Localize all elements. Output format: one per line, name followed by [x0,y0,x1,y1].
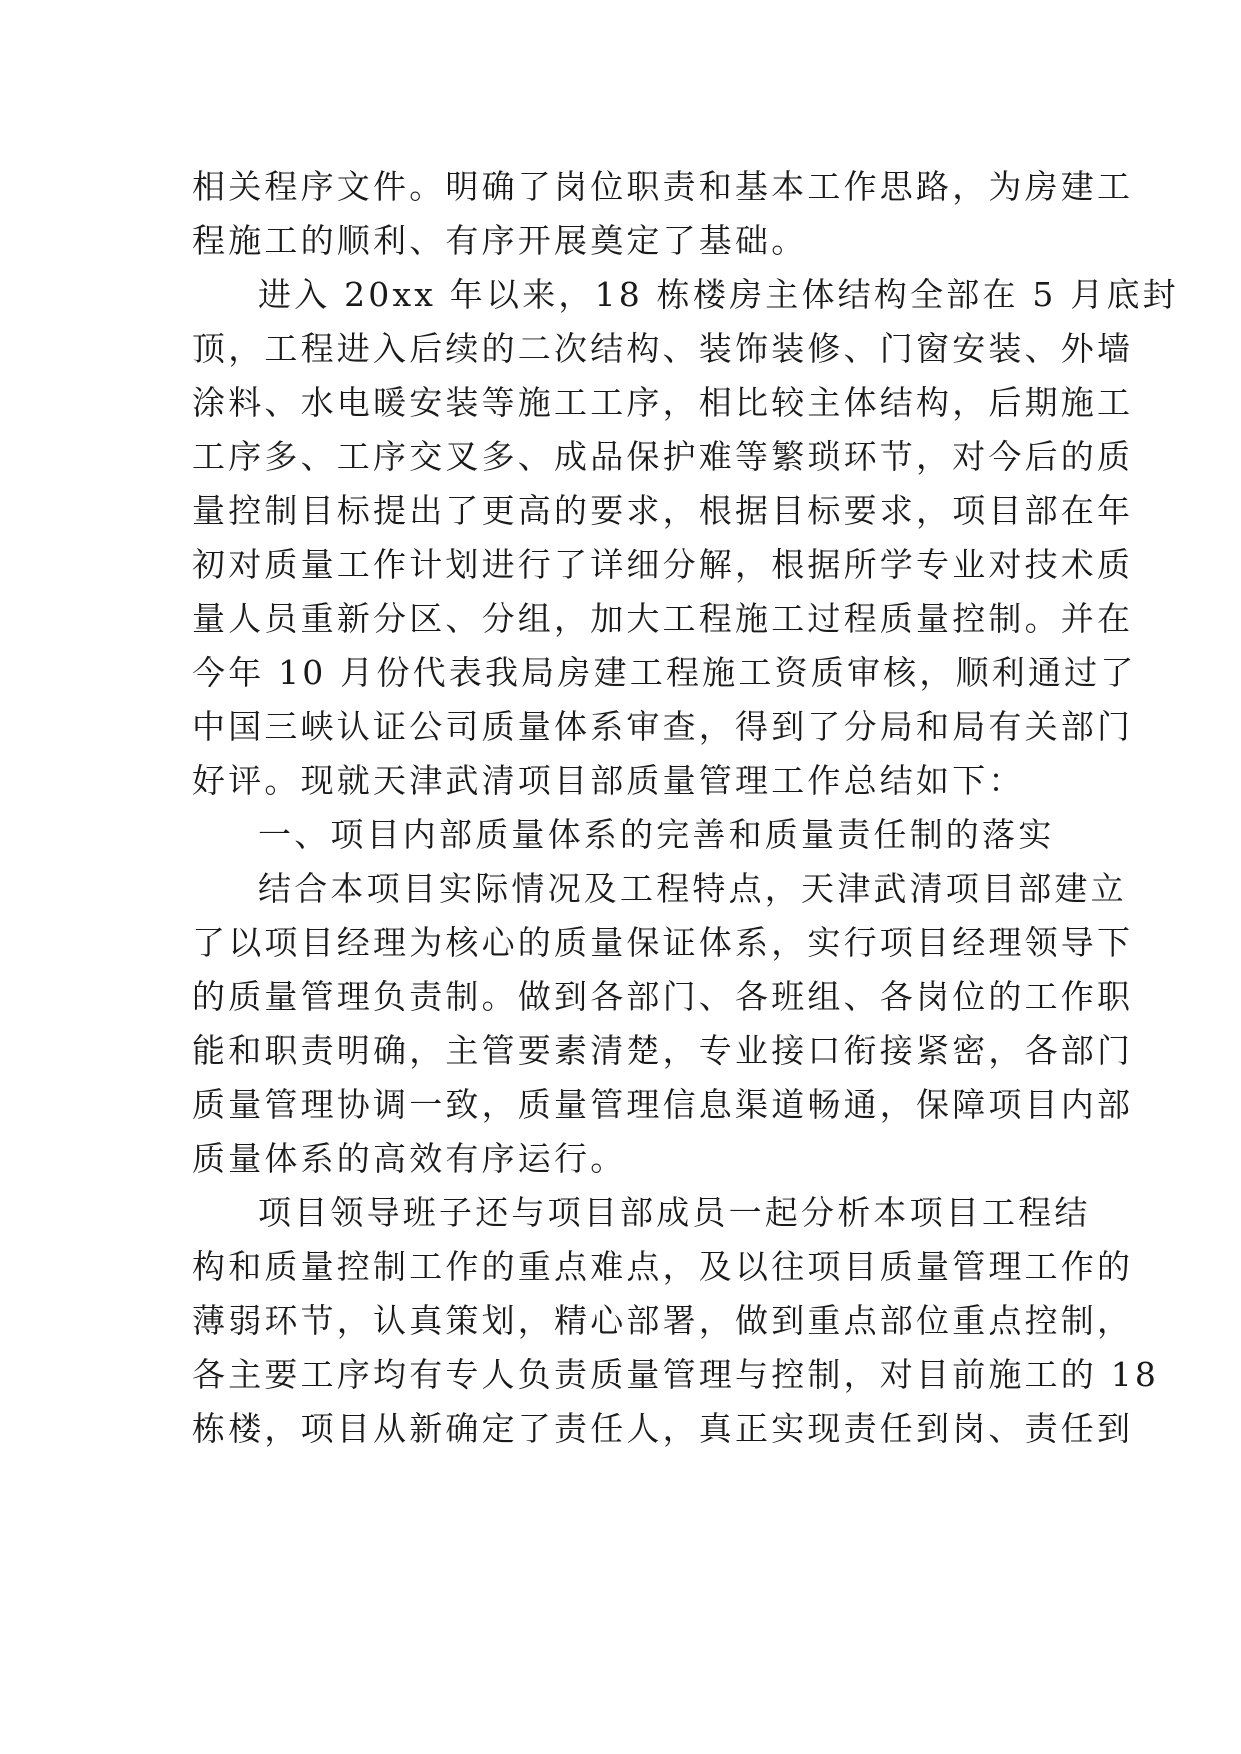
text-line: 栋楼，项目从新确定了责任人，真正实现责任到岗、责任到 [192,1409,1134,1448]
text-line: 程施工的顺利、有序开展奠定了基础。 [192,221,808,260]
text-line: 质量管理协调一致，质量管理信息渠道畅通，保障项目内部 [192,1085,1134,1124]
section-heading: 一、项目内部质量体系的完善和质量责任制的落实 [258,815,1055,854]
text-line: 进入 20xx 年以来，18 栋楼房主体结构全部在 5 月底封 [258,275,1179,314]
text-line: 初对质量工作计划进行了详细分解，根据所学专业对技术质 [192,545,1134,584]
text-line: 今年 10 月份代表我局房建工程施工资质审核，顺利通过了 [192,653,1137,692]
text-line: 顶，工程进入后续的二次结构、装饰装修、门窗安装、外墙 [192,329,1134,368]
text-line: 了以项目经理为核心的质量保证体系，实行项目经理领导下 [192,923,1134,962]
text-line: 构和质量控制工作的重点难点，及以往项目质量管理工作的 [192,1247,1134,1286]
text-line: 的质量管理负责制。做到各部门、各班组、各岗位的工作职 [192,977,1134,1016]
document-body [192,160,1179,1456]
text-line: 涂料、水电暖安装等施工工序，相比较主体结构，后期施工 [192,383,1134,422]
text-line: 好评。现就天津武清项目部质量管理工作总结如下： [192,761,1025,800]
text-line: 项目领导班子还与项目部成员一起分析本项目工程结 [258,1193,1091,1232]
text-line: 量人员重新分区、分组，加大工程施工过程质量控制。并在 [192,599,1134,638]
text-line: 结合本项目实际情况及工程特点，天津武清项目部建立 [258,869,1127,908]
text-line: 能和职责明确，主管要素清楚，专业接口衔接紧密，各部门 [192,1031,1134,1070]
text-line: 质量体系的高效有序运行。 [192,1139,627,1178]
text-line: 工序多、工序交叉多、成品保护难等繁琐环节，对今后的质 [192,437,1134,476]
text-line: 各主要工序均有专人负责质量管理与控制，对目前施工的 18 [192,1355,1160,1394]
text-line: 相关程序文件。明确了岗位职责和基本工作思路，为房建工 [192,167,1134,206]
text-line: 薄弱环节，认真策划，精心部署，做到重点部位重点控制， [192,1301,1134,1340]
text-line: 量控制目标提出了更高的要求，根据目标要求，项目部在年 [192,491,1134,530]
text-line: 中国三峡认证公司质量体系审查，得到了分局和局有关部门 [192,707,1134,746]
